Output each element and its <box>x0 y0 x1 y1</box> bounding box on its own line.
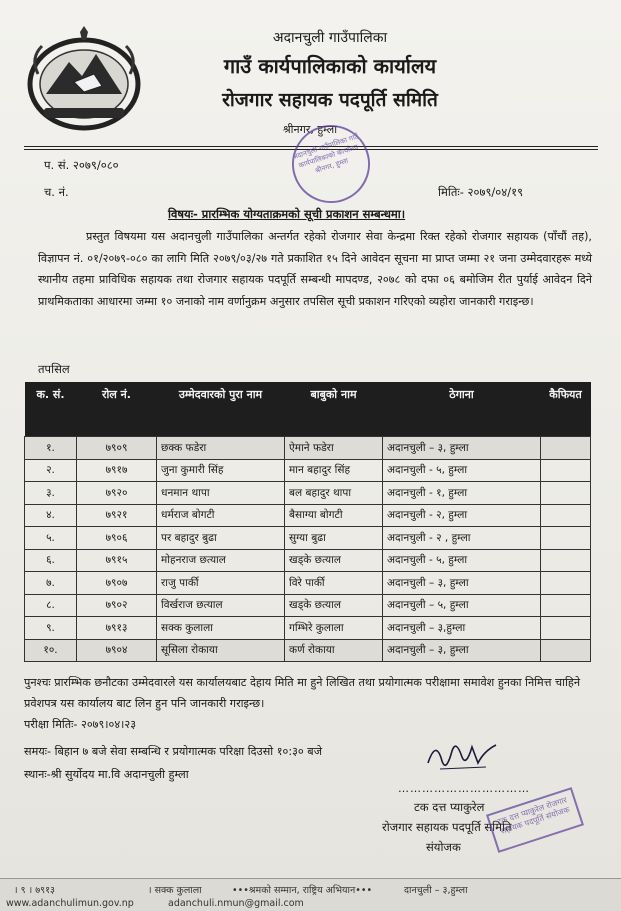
cell-remark <box>541 504 591 527</box>
cell-name: सक्क कुलाला <box>157 617 285 640</box>
signatory-name: टक दत्त प्याकुरेल <box>414 800 485 814</box>
cell-roll: ७९१५ <box>77 549 157 572</box>
cell-father: विरे पार्की <box>285 572 383 595</box>
reference-number: प. सं. २०७९/०८० <box>44 158 119 172</box>
cell-sn: ८. <box>25 594 77 617</box>
cell-remark <box>541 482 591 505</box>
header-roll: रोल नं. <box>77 382 157 437</box>
cell-sn: १. <box>25 437 77 460</box>
cell-sn: १०. <box>25 639 77 662</box>
cell-address: अदानचुली – ५, हुम्ला <box>383 594 541 617</box>
cell-father: गम्भिरे कुलाला <box>285 617 383 640</box>
footer-row-number: । ९ । ७९१३ <box>14 885 55 896</box>
exam-date: परीक्षा मितिः- २०७९।०४।२३ <box>24 718 137 731</box>
exam-time: समयः- बिहान ७ बजे सेवा सम्बन्धि र प्रयोगात्मक परिक्षा दिउसो १०:३० बजे <box>24 745 322 758</box>
table-row <box>25 482 591 505</box>
footer-website[interactable]: www.adanchulimun.gov.np <box>6 898 134 909</box>
signatory-stamp: टक दत्त प्याकुरेल रोजगार सहायक पदपूर्ति संयोजक <box>486 787 584 853</box>
cell-roll: ७९२० <box>77 482 157 505</box>
header-serial: क. सं. <box>25 382 77 437</box>
cell-address: अदानचुली – ३, हुम्ला <box>383 639 541 662</box>
cell-sn: ६. <box>25 549 77 572</box>
candidate-table <box>24 382 591 662</box>
table-row <box>25 549 591 572</box>
cell-roll: ७९०६ <box>77 527 157 550</box>
cell-sn: ३. <box>25 482 77 505</box>
cell-remark <box>541 437 591 460</box>
cell-address: अदानचुली – ३, हुम्ला <box>383 437 541 460</box>
cell-remark <box>541 549 591 572</box>
signatory-title: रोजगार सहायक पदपूर्ति समिति <box>382 820 512 834</box>
header-remark: कैफियत <box>541 382 591 437</box>
cell-address: अदानचुली – ३,हुम्ला <box>383 617 541 640</box>
cell-address: अदानचुली - १, हुम्ला <box>383 482 541 505</box>
cell-remark <box>541 639 591 662</box>
signature-line: …………………………… <box>398 782 530 795</box>
table-row <box>25 572 591 595</box>
table-row <box>25 437 591 460</box>
cell-name: राजु पार्की <box>157 572 285 595</box>
cell-sn: ५. <box>25 527 77 550</box>
table-row <box>25 594 591 617</box>
cell-remark <box>541 459 591 482</box>
office-stamp: अदानचुली गाउँपालिका गाउँ कार्यपालिकाको कार्यालय श्रीनगर, हुम्ला <box>282 115 380 213</box>
letter-subject: विषयः- प्रारम्भिक योग्यताक्रमको सूची प्रकाशन सम्बन्धमा। <box>168 207 406 221</box>
cell-roll: ७९०७ <box>77 572 157 595</box>
footer-row-name: । सक्क कुलाला <box>148 885 202 896</box>
cell-name: सूसिला रोकाया <box>157 639 285 662</box>
cell-father: बल बहादुर थापा <box>285 482 383 505</box>
header-name: उम्मेदवारको पुरा नाम <box>157 382 285 437</box>
cell-name: धनमान थापा <box>157 482 285 505</box>
letterhead-office: गाउँ कार्यपालिकाको कार्यालय <box>223 54 437 78</box>
table-header-row <box>25 382 591 437</box>
table-row <box>25 617 591 640</box>
table-row <box>25 527 591 550</box>
cell-father: बैसाग्या बोगटी <box>285 504 383 527</box>
cell-roll: ७९१७ <box>77 459 157 482</box>
signatory-role: संयोजक <box>426 840 461 854</box>
cell-address: अदानचुली - २ , हुम्ला <box>383 527 541 550</box>
cell-address: अदानचुली - २, हुम्ला <box>383 504 541 527</box>
cell-roll: ७९१३ <box>77 617 157 640</box>
header-father: बाबुको नाम <box>285 382 383 437</box>
cell-address: अदानचुली - ५, हुम्ला <box>383 549 541 572</box>
schedule-label: तपसिल <box>38 362 70 376</box>
cell-sn: ७. <box>25 572 77 595</box>
cell-father: कर्ण रोकाया <box>285 639 383 662</box>
letterhead-address: श्रीनगर, हुम्ला <box>282 123 338 136</box>
letterhead-municipality: अदानचुली गाउँपालिका <box>272 30 388 46</box>
handwritten-signature <box>422 733 502 777</box>
letter-date: मितिः- २०७९/०४/१९ <box>438 185 524 199</box>
cell-name: पर बहादुर बुढा <box>157 527 285 550</box>
cell-remark <box>541 594 591 617</box>
cell-roll: ७९०२ <box>77 594 157 617</box>
letter-body: प्रस्तुत विषयमा यस अदानचुली गाउँपालिका अन्तर्गत रहेको रोजगार सेवा केन्द्रमा रिक्त रहेको रोजगार सहायक (पाँचौं तह), विज्ञापन नं. ०१/२०७९-०८० का लागि मिति २०७९/०३/२७ गते प्रकाशित १५ दिने आवेदन सूचना मा प्राप्त जम्मा २१ जना उम्मेदवारहरू मध्ये स्थानीय तहमा प्राविधिक सहायक तथा रोजगार सहायक पदपूर्ति सम्बन्धी मापदण्ड, २०७८ को दफा ०६ बमोजिम रीत पुर्याई आवेदन दिने प्राथमिकताका आधारमा जम्मा १० जनाको नाम वर्णानुक्रम अनुसार तपसिल सूची प्रकाशन गरिएको व्यहोरा जानकारी गराइन्छ। <box>38 230 592 308</box>
cell-father: सुग्या बुढा <box>285 527 383 550</box>
postscript-note: पुनश्चः प्रारम्भिक छनौटका उम्मेदवारले यस कार्यालयबाट देहाय मिति मा हुने लिखित तथा प्रयोगात्मक परीक्षामा समावेश हुनका निमित्त चाहिने प्रवेशपत्र यस कार्यालय बाट लिन हुन पनि जानकारी गराइन्छ। <box>24 676 581 710</box>
exam-venue: स्थानः-श्री सुर्योदय मा.वि अदानचुली हुम्ला <box>24 768 189 781</box>
cell-father: खड्के छत्याल <box>285 549 383 572</box>
cell-father: खड्के छत्याल <box>285 594 383 617</box>
cell-remark <box>541 572 591 595</box>
cell-father: मान बहादुर सिंह <box>285 459 383 482</box>
cell-remark <box>541 617 591 640</box>
letterhead-committee: रोजगार सहायक पदपूर्ति समिति <box>222 89 438 111</box>
table-row <box>25 459 591 482</box>
header-address: ठेगाना <box>383 382 541 437</box>
cell-remark <box>541 527 591 550</box>
footer-email[interactable]: adanchuli.nmun@gmail.com <box>168 898 304 909</box>
cell-sn: ९. <box>25 617 77 640</box>
cell-name: जुना कुमारी सिंह <box>157 459 285 482</box>
table-row <box>25 639 591 662</box>
footer-row-address: दानचुली – ३,हुम्ला <box>404 885 468 896</box>
cell-name: धर्मराज बोगटी <box>157 504 285 527</box>
cell-roll: ७९०४ <box>77 639 157 662</box>
cell-roll: ७९२१ <box>77 504 157 527</box>
table-row <box>25 504 591 527</box>
footer-slogan: •••श्रमको सम्मान, राष्ट्रिय अभियान••• <box>232 885 373 896</box>
next-page-strip <box>0 878 621 911</box>
cell-sn: २. <box>25 459 77 482</box>
cell-name: छक्क फडेरा <box>157 437 285 460</box>
cell-sn: ४. <box>25 504 77 527</box>
cell-address: अदानचुली - ५, हुम्ला <box>383 459 541 482</box>
cell-name: विर्खराज छत्याल <box>157 594 285 617</box>
cell-name: मोहनराज छत्याल <box>157 549 285 572</box>
nepal-emblem-logo <box>24 24 144 132</box>
cell-father: ऐमाने फडेरा <box>285 437 383 460</box>
cell-address: अदानचुली – ३, हुम्ला <box>383 572 541 595</box>
cell-roll: ७९०९ <box>77 437 157 460</box>
dispatch-number: च. नं. <box>44 185 69 199</box>
